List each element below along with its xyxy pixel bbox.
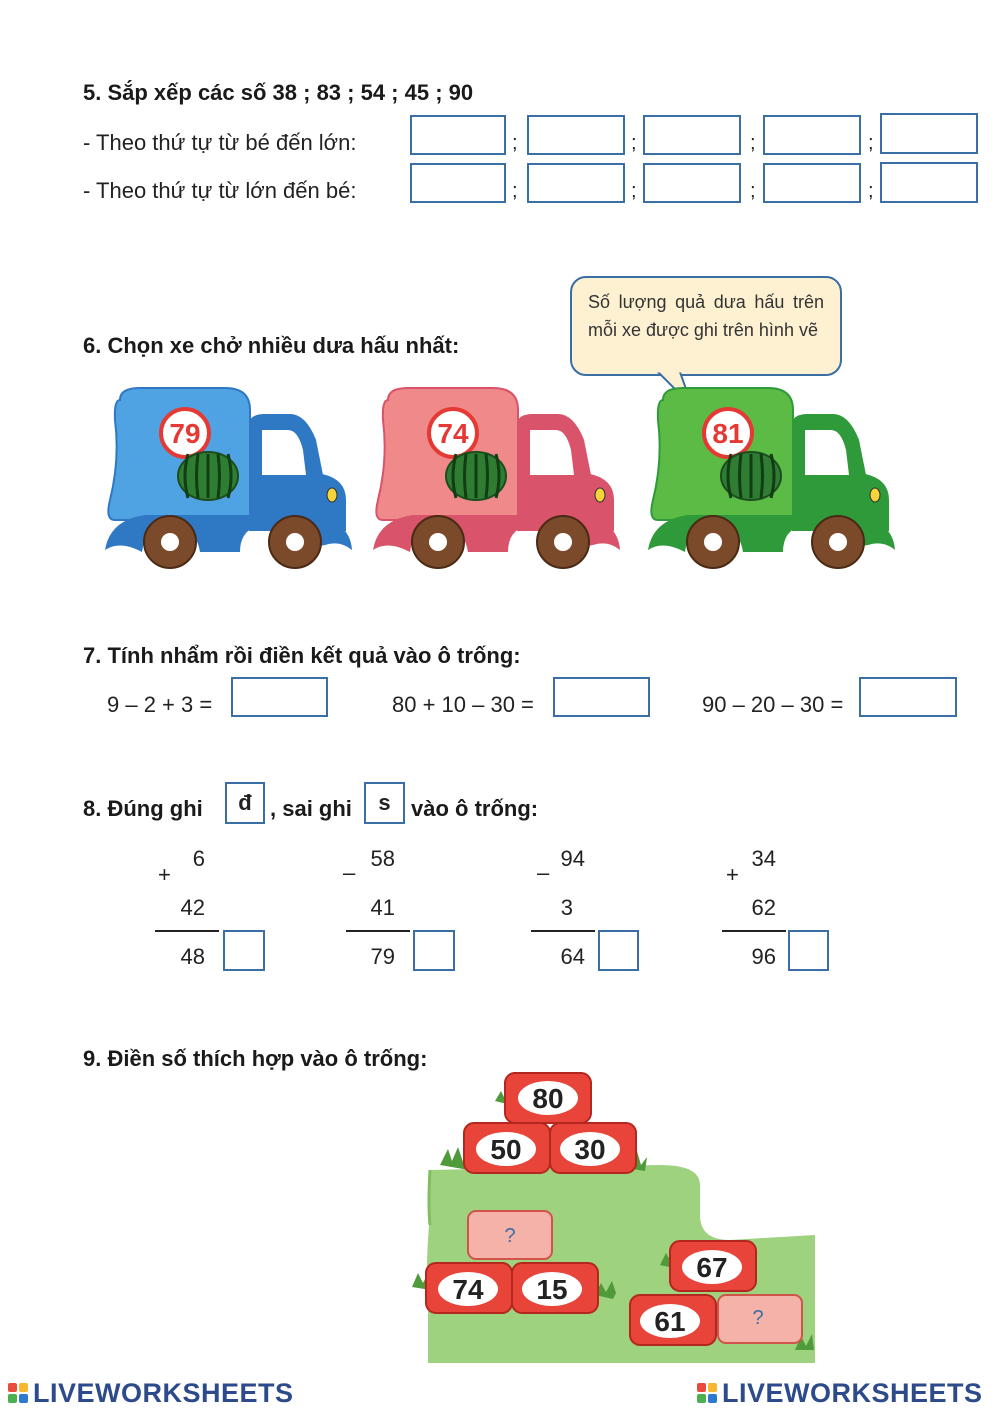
watermelon-stripe bbox=[761, 454, 763, 498]
watermelon-stripe bbox=[486, 454, 488, 498]
q5-row2-box-5[interactable] bbox=[880, 162, 978, 203]
q7-answer-box-2[interactable] bbox=[553, 677, 650, 717]
brick-61 bbox=[630, 1295, 716, 1345]
q8-answer-box-2[interactable] bbox=[413, 930, 455, 971]
truck-wheel-hub bbox=[829, 533, 847, 551]
sum-line bbox=[531, 930, 595, 932]
result-number: 79 bbox=[370, 944, 395, 969]
liveworksheets-logo-left[interactable] bbox=[8, 1378, 294, 1409]
svg-text:15: 15 bbox=[536, 1274, 568, 1305]
brick-unknown-c[interactable] bbox=[718, 1295, 802, 1343]
top-number: 34 bbox=[751, 846, 776, 871]
brick-80 bbox=[505, 1073, 591, 1123]
result-number: 64 bbox=[560, 944, 585, 969]
watermelon-stripe bbox=[218, 454, 220, 498]
q5-row1-box-3[interactable] bbox=[643, 115, 741, 155]
svg-text:?: ? bbox=[504, 1225, 516, 1247]
bottom-number: 41 bbox=[370, 895, 395, 920]
q5-row1-box-2[interactable] bbox=[527, 115, 625, 155]
q7-expression-1: 9 – 2 + 3 = bbox=[107, 692, 213, 717]
q5-separator: ; bbox=[750, 180, 756, 202]
q5-title: 5. Sắp xếp các số 38 ; 83 ; 54 ; 45 ; 90 bbox=[83, 80, 474, 105]
truck-wheel-hub bbox=[286, 533, 304, 551]
q8-answer-box-3[interactable] bbox=[598, 930, 639, 971]
truck-number-label: 79 bbox=[169, 418, 201, 449]
q5-separator: ; bbox=[631, 132, 637, 154]
brick-50 bbox=[464, 1123, 550, 1173]
svg-text:67: 67 bbox=[696, 1252, 728, 1283]
truck-81[interactable] bbox=[643, 380, 903, 580]
svg-text:?: ? bbox=[752, 1307, 764, 1329]
grass-edge bbox=[429, 1170, 430, 1225]
q5-row1-label: - Theo thứ tự từ bé đến lớn: bbox=[83, 130, 357, 155]
watermelon-stripe bbox=[197, 454, 199, 498]
operator: – bbox=[343, 860, 356, 885]
q8-true-sample-box: đ bbox=[225, 782, 265, 824]
svg-text:74: 74 bbox=[452, 1274, 484, 1305]
truck-wheel-hub bbox=[554, 533, 572, 551]
svg-text:30: 30 bbox=[574, 1134, 606, 1165]
watermelon-stripe bbox=[465, 454, 467, 498]
q8-title-part1: 8. Đúng ghi bbox=[83, 796, 203, 821]
q8-title-part2: , sai ghi bbox=[270, 796, 352, 821]
q5-row2-label: - Theo thứ tự từ lớn đến bé: bbox=[83, 178, 357, 203]
operator: + bbox=[726, 862, 739, 887]
q5-row1-box-4[interactable] bbox=[763, 115, 861, 155]
operator: + bbox=[158, 862, 171, 887]
liveworksheets-logo-right[interactable] bbox=[697, 1378, 983, 1409]
q5-separator: ; bbox=[750, 132, 756, 154]
q8-false-sample-box: s bbox=[364, 782, 405, 824]
q5-separator: ; bbox=[868, 132, 874, 154]
bottom-number: 3 bbox=[560, 895, 573, 920]
truck-74[interactable] bbox=[368, 380, 628, 580]
q5-row2-box-2[interactable] bbox=[527, 163, 625, 203]
q8-title-part3: vào ô trống: bbox=[411, 796, 539, 821]
truck-headlight bbox=[327, 488, 337, 502]
brick-67 bbox=[670, 1241, 756, 1291]
q5-separator: ; bbox=[631, 180, 637, 202]
sum-line bbox=[722, 930, 786, 932]
bottom-number: 42 bbox=[180, 895, 205, 920]
truck-wheel-hub bbox=[429, 533, 447, 551]
brick-unknown-b[interactable] bbox=[468, 1211, 552, 1259]
truck-wheel-hub bbox=[704, 533, 722, 551]
brick-pyramid-illustration bbox=[400, 1065, 815, 1365]
q7-answer-box-1[interactable] bbox=[231, 677, 328, 717]
q5-row2-box-4[interactable] bbox=[763, 163, 861, 203]
q5-separator: ; bbox=[512, 180, 518, 202]
watermelon-stripe bbox=[740, 454, 742, 498]
q5-row1-box-1[interactable] bbox=[410, 115, 506, 155]
top-number: 58 bbox=[370, 846, 395, 871]
speech-bubble-text: Số lượng quả dưa hấu trên mỗi xe được ghi trên hình vẽ bbox=[588, 292, 824, 340]
q5-separator: ; bbox=[512, 132, 518, 154]
bottom-number: 62 bbox=[751, 895, 776, 920]
sum-line bbox=[155, 930, 219, 932]
truck-79[interactable] bbox=[100, 380, 360, 580]
logo-text: LIVEWORKSHEETS bbox=[722, 1378, 983, 1408]
q7-expression-2: 80 + 10 – 30 = bbox=[392, 692, 534, 717]
result-number: 96 bbox=[751, 944, 776, 969]
q8-answer-box-1[interactable] bbox=[223, 930, 265, 971]
q9-title: 9. Điền số thích hợp vào ô trống: bbox=[83, 1046, 428, 1071]
operator: – bbox=[537, 860, 550, 885]
top-number: 94 bbox=[560, 846, 585, 871]
q5-row1-box-5[interactable] bbox=[880, 113, 978, 154]
q6-title: 6. Chọn xe chở nhiều dưa hấu nhất: bbox=[83, 333, 460, 358]
svg-text:80: 80 bbox=[532, 1083, 564, 1114]
result-number: 48 bbox=[180, 944, 205, 969]
logo-text: LIVEWORKSHEETS bbox=[33, 1378, 294, 1408]
q7-expression-3: 90 – 20 – 30 = bbox=[702, 692, 844, 717]
truck-number-label: 81 bbox=[712, 418, 744, 449]
brick-30 bbox=[550, 1123, 636, 1173]
truck-number-label: 74 bbox=[437, 418, 469, 449]
top-number: 6 bbox=[192, 846, 205, 871]
brick-15 bbox=[512, 1263, 598, 1313]
brick-74 bbox=[426, 1263, 512, 1313]
q5-row2-box-1[interactable] bbox=[410, 163, 506, 203]
q5-row2-box-3[interactable] bbox=[643, 163, 741, 203]
liveworksheets-logo-icon bbox=[697, 1383, 719, 1405]
liveworksheets-logo-icon bbox=[8, 1383, 30, 1405]
q8-answer-box-4[interactable] bbox=[788, 930, 829, 971]
speech-bubble bbox=[570, 276, 842, 376]
truck-headlight bbox=[595, 488, 605, 502]
svg-text:61: 61 bbox=[654, 1306, 686, 1337]
q7-title: 7. Tính nhẩm rồi điền kết quả vào ô trống: bbox=[83, 643, 521, 668]
truck-headlight bbox=[870, 488, 880, 502]
sum-line bbox=[346, 930, 410, 932]
q7-answer-box-3[interactable] bbox=[859, 677, 957, 717]
q5-separator: ; bbox=[868, 180, 874, 202]
truck-wheel-hub bbox=[161, 533, 179, 551]
svg-text:50: 50 bbox=[490, 1134, 522, 1165]
